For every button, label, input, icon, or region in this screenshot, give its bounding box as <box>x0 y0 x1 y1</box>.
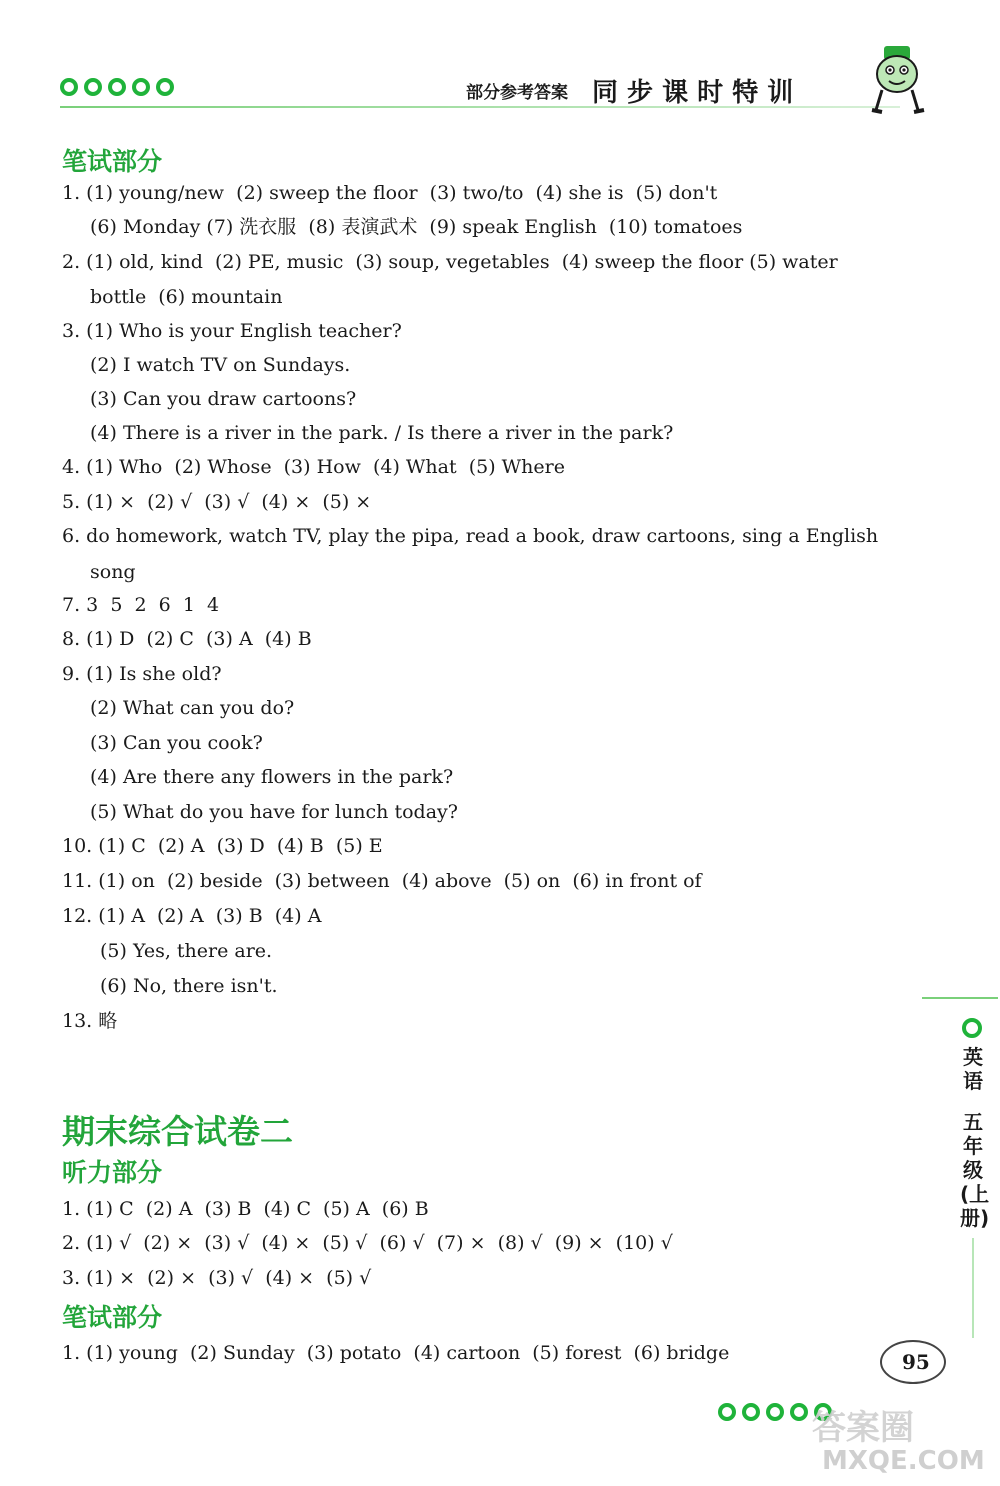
page-number: 95 <box>902 1350 930 1374</box>
circle-icon <box>962 1018 982 1038</box>
header-label: 部分参考答案 <box>466 83 568 103</box>
answer-line: 10. (1) C (2) A (3) D (4) B (5) E <box>62 835 383 857</box>
watermark-url: MXQE.COM <box>822 1446 985 1476</box>
answer-line: 11. (1) on (2) beside (3) between (4) above (5) on (6) in front of <box>62 870 702 892</box>
answer-line: (3) Can you cook? <box>90 732 263 754</box>
circle-icon <box>718 1403 736 1421</box>
answer-line: 13. 略 <box>62 1010 118 1032</box>
answer-line: 7. 3 5 2 6 1 4 <box>62 594 220 616</box>
section-title-written-2: 笔试部分 <box>62 1303 163 1332</box>
answer-line: 2. (1) √ (2) × (3) √ (4) × (5) √ (6) √ (7) × (8) √ (9) × (10) √ <box>62 1232 673 1254</box>
answer-line: 1. (1) young/new (2) sweep the floor (3) two/to (4) she is (5) don't <box>62 182 718 204</box>
answer-line: 1. (1) young (2) Sunday (3) potato (4) cartoon (5) forest (6) bridge <box>62 1342 730 1364</box>
answer-line: 8. (1) D (2) C (3) A (4) B <box>62 628 312 650</box>
answer-line: 1. (1) C (2) A (3) B (4) C (5) A (6) B <box>62 1198 429 1220</box>
side-subject: 英语 <box>963 1045 983 1093</box>
answer-line: 3. (1) × (2) × (3) √ (4) × (5) √ <box>62 1267 372 1289</box>
exam-title: 期末综合试卷二 <box>62 1112 293 1151</box>
circle-icon <box>84 78 102 96</box>
answer-line: (2) I watch TV on Sundays. <box>90 354 351 376</box>
answer-line: (3) Can you draw cartoons? <box>90 388 357 410</box>
side-vertical-rule <box>972 1238 974 1338</box>
answer-line: 12. (1) A (2) A (3) B (4) A <box>62 905 322 927</box>
answer-line: (6) Monday (7) 洗衣服 (8) 表演武术 (9) speak English (10) tomatoes <box>90 216 743 238</box>
header-circles <box>60 78 174 96</box>
answer-line: (6) No, there isn't. <box>100 975 278 997</box>
answer-line: 2. (1) old, kind (2) PE, music (3) soup, vegetables (4) sweep the floor (5) water <box>62 251 838 273</box>
watermark-text: 答案圈 <box>812 1408 914 1448</box>
answer-line: 4. (1) Who (2) Whose (3) How (4) What (5) Where <box>62 456 565 478</box>
answer-line: (5) Yes, there are. <box>100 940 273 962</box>
header-title: 同 步 课 时 特 训 <box>592 78 794 108</box>
answer-line: 3. (1) Who is your English teacher? <box>62 320 402 342</box>
answer-line: (4) Are there any flowers in the park? <box>90 766 454 788</box>
answer-line: 6. do homework, watch TV, play the pipa, read a book, draw cartoons, sing a English <box>62 525 879 547</box>
answer-line: bottle (6) mountain <box>90 286 283 308</box>
answer-line: 5. (1) × (2) √ (3) √ (4) × (5) × <box>62 491 372 513</box>
circle-icon <box>156 78 174 96</box>
circle-icon <box>132 78 150 96</box>
answer-line: (4) There is a river in the park. / Is there a river in the park? <box>90 422 674 444</box>
answer-line: 9. (1) Is she old? <box>62 663 222 685</box>
circle-icon <box>766 1403 784 1421</box>
section-title-written: 笔试部分 <box>62 147 163 176</box>
circle-icon <box>790 1403 808 1421</box>
side-grade: 五年级(上册) <box>960 1110 990 1230</box>
side-divider <box>922 997 998 999</box>
circle-icon <box>742 1403 760 1421</box>
answer-line: (2) What can you do? <box>90 697 295 719</box>
circle-icon <box>60 78 78 96</box>
pencil-mascot-icon <box>862 40 932 120</box>
answer-line: song <box>90 561 136 583</box>
circle-icon <box>108 78 126 96</box>
answer-line: (5) What do you have for lunch today? <box>90 801 458 823</box>
section-title-listening: 听力部分 <box>62 1158 163 1187</box>
